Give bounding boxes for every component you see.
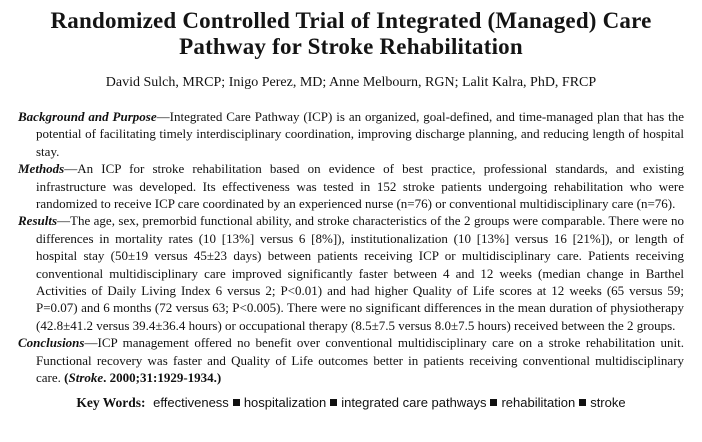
keyword-item: hospitalization [243, 394, 327, 410]
citation-journal: Stroke [68, 370, 104, 386]
keyword-item: stroke [590, 394, 626, 410]
keyword-separator-square-icon [233, 399, 240, 406]
keywords-heading: Key Words: [76, 394, 146, 410]
author-list: David Sulch, MRCP; Inigo Perez, MD; Anne Melbourn, RGN; Lalit Kalra, PhD, FRCP [105, 75, 597, 90]
abstract [18, 108, 684, 387]
keywords-line [18, 394, 684, 411]
paper-title-line-1: Randomized Controlled Trial of Integrated (Managed) Care [50, 8, 652, 33]
abstract-conclusions [18, 334, 684, 386]
paper-title-line-2: Pathway for Stroke Rehabilitation [179, 34, 523, 59]
keyword-item: integrated care pathways [341, 394, 487, 410]
conclusions-heading: Conclusions [18, 335, 85, 351]
keyword-item: rehabilitation [501, 394, 576, 410]
paper-title [18, 8, 684, 60]
methods-heading: Methods [18, 161, 65, 177]
results-heading: Results [18, 213, 58, 229]
background-text: —Integrated Care Pathway (ICP) is an organized, goal-defined, and time-managed plan that has the potential of facilitating timely interdisciplinary coordination, improving discharge planning, and reducing length of hospital stay. [36, 109, 684, 159]
keyword-item: effectiveness [153, 394, 229, 410]
results-text: —The age, sex, premorbid functional ability, and stroke characteristics of the 2 groups were comparable. There were no differences in mortality rates (10 [13%] versus 6 [8%]), institutionalization (10 [13%] versus 16 [21%]), or length of hospital stay (50±19 versus 45±23 days) between patients receiving ICP or multidisciplinary care. Patients receiving conventional multidisciplinary care improved significantly faster between 4 and 12 weeks (median change in Barthel Activities of Daily Living Index 6 versus 2; P<0.01) and had higher Quality of Life scores at 12 weeks (65 versus 59; P=0.07) and 6 months (72 versus 63; P<0.005). There were no significant differences in the mean duration of physiotherapy (42.8±41.2 versus 39.4±36.4 hours) or occupational therapy (8.5±7.5 versus 8.0±7.5 hours) received between the 2 groups. [36, 213, 684, 333]
keyword-separator-square-icon [330, 399, 337, 406]
background-heading: Background and Purpose [18, 109, 157, 124]
keyword-separator-square-icon [490, 399, 497, 406]
citation-rest: . 2000;31:1929-1934.) [103, 370, 222, 386]
methods-text: —An ICP for stroke rehabilitation based on evidence of best practice, professional standards, and existing infrastructure was developed. Its effectiveness was tested in 152 stroke patients undergoing rehabilitation who were randomized to receive ICP care coordinated by an experienced nurse (n=76) or conventional multidisciplinary care (n=76). [36, 161, 684, 212]
abstract-background [18, 108, 684, 160]
abstract-methods [18, 160, 684, 212]
conclusions-text: —ICP management offered no benefit over conventional multidisciplinary care on a stroke rehabilitation unit. Functional recovery was faster and Quality of Life outcomes better in patients receiving conventional multidisciplinary care. [36, 335, 684, 386]
citation-open: ( [64, 370, 69, 386]
keyword-separator-square-icon [579, 399, 586, 406]
abstract-results [18, 212, 684, 334]
journal-citation [64, 370, 221, 385]
